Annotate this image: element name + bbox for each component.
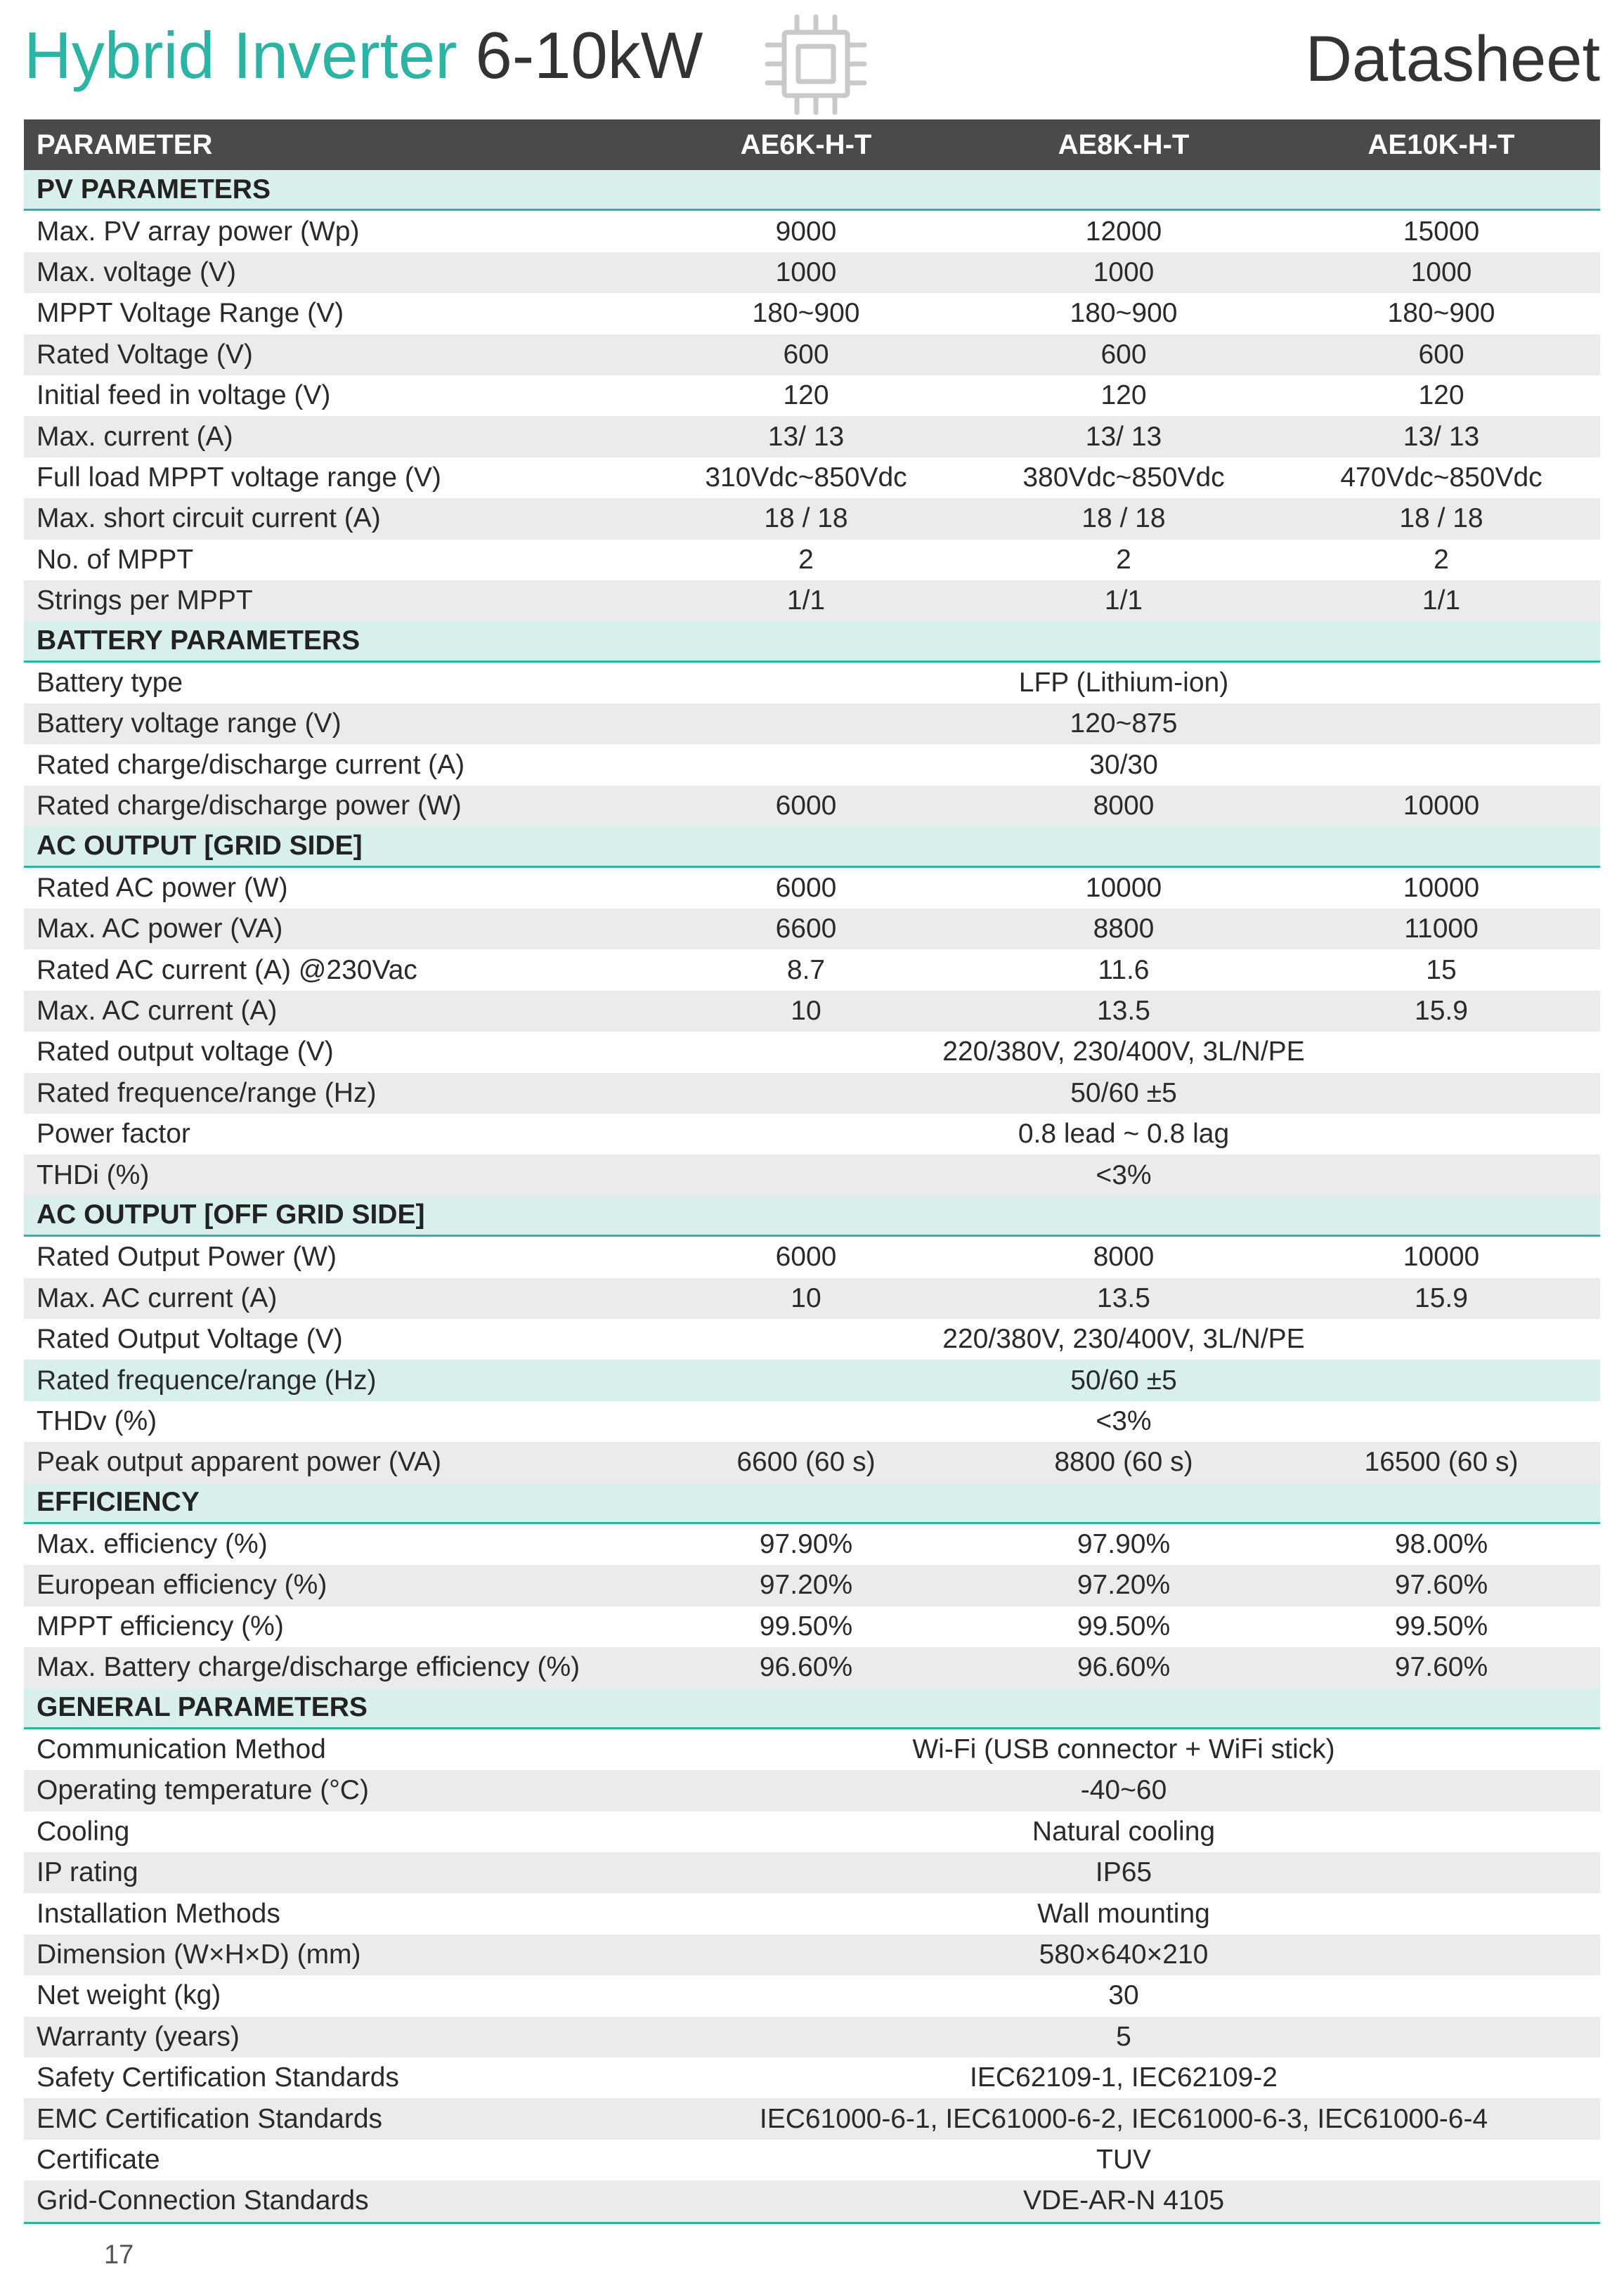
row-label: Battery voltage range (V) <box>37 708 342 739</box>
row-value-all-models: 580×640×210 <box>1039 1939 1209 1970</box>
row-label: Battery type <box>37 667 183 698</box>
row-value-ae8k: 13/ 13 <box>1085 421 1162 452</box>
row-value-ae10k: 15000 <box>1403 216 1480 247</box>
row-label: Max. AC power (VA) <box>37 913 283 944</box>
title-range: 6-10kW <box>475 18 703 92</box>
row-label: Rated Voltage (V) <box>37 339 253 370</box>
table-row <box>24 334 1600 375</box>
table-row <box>24 949 1600 990</box>
row-value-all-models: IP65 <box>1095 1857 1152 1888</box>
row-value-all-models: -40~60 <box>1080 1775 1167 1806</box>
row-value-ae8k: 99.50% <box>1077 1611 1171 1641</box>
column-header-parameter: PARAMETER <box>37 129 213 160</box>
table-row <box>24 1565 1600 1606</box>
row-value-ae8k: 180~900 <box>1070 298 1178 329</box>
row-value-ae8k: 13.5 <box>1097 1282 1150 1313</box>
column-header-ae8k: AE8K-H-T <box>1058 129 1190 160</box>
row-value-ae10k: 470Vdc~850Vdc <box>1340 462 1542 493</box>
table-row <box>24 1278 1600 1319</box>
row-value-ae6k: 97.20% <box>759 1570 853 1601</box>
row-label: Rated AC power (W) <box>37 872 288 903</box>
row-value-all-models: Wi-Fi (USB connector + WiFi stick) <box>912 1734 1335 1765</box>
table-row <box>24 1155 1600 1195</box>
row-value-all-models: 120~875 <box>1070 708 1178 739</box>
row-label: Max. voltage (V) <box>37 256 236 287</box>
row-value-all-models: 50/60 ±5 <box>1070 1077 1177 1108</box>
table-row <box>24 744 1600 785</box>
row-label: Rated frequence/range (Hz) <box>37 1077 377 1108</box>
table-row <box>24 1073 1600 1114</box>
row-label: MPPT efficiency (%) <box>37 1611 284 1641</box>
row-label: EMC Certification Standards <box>37 2103 383 2134</box>
row-value-all-models: Natural cooling <box>1032 1816 1216 1847</box>
row-value-ae6k: 180~900 <box>752 298 860 329</box>
row-value-all-models: 30 <box>1108 1980 1139 2011</box>
row-label: Power factor <box>37 1119 190 1150</box>
row-value-all-models: IEC61000-6-1, IEC61000-6-2, IEC61000-6-3, IEC61000-6-4 <box>759 2103 1488 2134</box>
row-label: Rated AC current (A) @230Vac <box>37 954 417 985</box>
datasheet-label: Datasheet <box>1305 23 1600 95</box>
row-label: Max. current (A) <box>37 421 233 452</box>
row-label: Warranty (years) <box>37 2021 240 2052</box>
table-row <box>24 1360 1600 1400</box>
table-row <box>24 540 1600 580</box>
row-value-ae6k: 13/ 13 <box>767 421 845 452</box>
table-row <box>24 2098 1600 2139</box>
row-value-ae8k: 97.90% <box>1077 1529 1171 1560</box>
row-label: Rated charge/discharge power (W) <box>37 791 462 821</box>
row-label: Max. AC current (A) <box>37 1282 278 1313</box>
chip-icon <box>758 14 874 115</box>
row-value-all-models: <3% <box>1096 1405 1152 1436</box>
row-label: Peak output apparent power (VA) <box>37 1447 441 1478</box>
row-value-ae6k: 96.60% <box>759 1652 853 1683</box>
row-value-ae10k: 16500 (60 s) <box>1364 1447 1519 1478</box>
row-label: THDi (%) <box>37 1159 150 1190</box>
row-label: Grid-Connection Standards <box>37 2185 369 2216</box>
table-row <box>24 1812 1600 1852</box>
row-value-ae8k: 8000 <box>1093 791 1155 821</box>
table-row <box>24 1401 1600 1442</box>
table-row <box>24 580 1600 621</box>
row-label: Max. efficiency (%) <box>37 1529 268 1560</box>
table-row <box>24 2140 1600 2180</box>
table-row <box>24 909 1600 949</box>
row-value-ae8k: 13.5 <box>1097 996 1150 1026</box>
row-label: Operating temperature (°C) <box>37 1775 369 1806</box>
row-value-ae8k: 1/1 <box>1104 585 1143 616</box>
row-value-ae10k: 10000 <box>1403 1242 1480 1273</box>
table-row <box>24 1237 1600 1277</box>
row-value-ae8k: 8800 (60 s) <box>1054 1447 1193 1478</box>
table-row <box>24 991 1600 1032</box>
row-label: Net weight (kg) <box>37 1980 221 2011</box>
row-label: Max. AC current (A) <box>37 996 278 1026</box>
row-value-ae8k: 12000 <box>1085 216 1162 247</box>
table-row <box>24 786 1600 826</box>
table-row <box>24 1770 1600 1811</box>
row-value-ae10k: 15.9 <box>1415 996 1468 1026</box>
row-label: Dimension (W×H×D) (mm) <box>37 1939 361 1970</box>
row-value-ae6k: 6000 <box>775 791 837 821</box>
row-value-ae10k: 180~900 <box>1387 298 1495 329</box>
row-value-ae10k: 1/1 <box>1422 585 1461 616</box>
row-label: Cooling <box>37 1816 130 1847</box>
title-product: Hybrid Inverter <box>24 18 457 92</box>
row-label: Max. Battery charge/discharge efficiency (%) <box>37 1652 580 1683</box>
row-value-ae6k: 6600 <box>775 913 837 944</box>
table-row <box>24 1442 1600 1483</box>
row-value-ae6k: 97.90% <box>759 1529 853 1560</box>
row-value-ae10k: 98.00% <box>1394 1529 1488 1560</box>
table-row <box>24 375 1600 416</box>
table-row <box>24 1032 1600 1072</box>
row-value-ae6k: 10 <box>791 996 821 1026</box>
table-row <box>24 293 1600 334</box>
row-value-all-models: 30/30 <box>1089 749 1158 780</box>
row-value-all-models: 0.8 lead ~ 0.8 lag <box>1018 1119 1230 1150</box>
table-row <box>24 1729 1600 1770</box>
row-value-all-models: <3% <box>1096 1159 1152 1190</box>
row-value-all-models: IEC62109-1, IEC62109-2 <box>970 2062 1278 2093</box>
row-label: Safety Certification Standards <box>37 2062 399 2093</box>
row-label: Initial feed in voltage (V) <box>37 380 331 411</box>
row-value-ae10k: 10000 <box>1403 791 1480 821</box>
section-header: AC OUTPUT [OFF GRID SIDE] <box>24 1196 1600 1237</box>
row-value-ae8k: 600 <box>1100 339 1147 370</box>
row-value-ae6k: 6000 <box>775 1242 837 1273</box>
row-value-ae10k: 97.60% <box>1394 1652 1488 1683</box>
row-value-all-models: TUV <box>1096 2144 1151 2175</box>
row-value-all-models: LFP (Lithium-ion) <box>1018 667 1229 698</box>
row-value-ae6k: 310Vdc~850Vdc <box>705 462 907 493</box>
table-row <box>24 1114 1600 1155</box>
row-value-ae6k: 1/1 <box>786 585 826 616</box>
row-value-ae10k: 99.50% <box>1394 1611 1488 1641</box>
row-label: No. of MPPT <box>37 544 194 575</box>
table-row <box>24 498 1600 539</box>
page-number: 17 <box>104 2240 134 2270</box>
row-label: Rated output voltage (V) <box>37 1036 334 1067</box>
row-label: Communication Method <box>37 1734 326 1765</box>
page-header <box>24 14 1600 112</box>
table-row <box>24 2057 1600 2098</box>
table-row <box>24 1975 1600 2016</box>
row-value-all-models: VDE-AR-N 4105 <box>1022 2185 1225 2216</box>
row-label: Rated Output Power (W) <box>37 1242 337 1273</box>
row-value-all-models: 5 <box>1116 2021 1131 2052</box>
row-value-ae6k: 9000 <box>775 216 837 247</box>
row-label: Rated Output Voltage (V) <box>37 1324 343 1355</box>
row-value-ae6k: 99.50% <box>759 1611 853 1641</box>
section-header: EFFICIENCY <box>24 1483 1600 1524</box>
row-value-ae6k: 600 <box>783 339 829 370</box>
row-value-ae8k: 380Vdc~850Vdc <box>1022 462 1225 493</box>
row-value-ae6k: 18 / 18 <box>764 503 848 534</box>
section-header: BATTERY PARAMETERS <box>24 621 1600 662</box>
row-label: MPPT Voltage Range (V) <box>37 298 344 329</box>
row-label: Rated frequence/range (Hz) <box>37 1365 377 1396</box>
table-row <box>24 457 1600 498</box>
table-row <box>24 1319 1600 1360</box>
row-label: Certificate <box>37 2144 160 2175</box>
table-row <box>24 663 1600 703</box>
row-label: Full load MPPT voltage range (V) <box>37 462 441 493</box>
table-row <box>24 416 1600 457</box>
row-value-ae8k: 18 / 18 <box>1081 503 1166 534</box>
row-value-ae8k: 8000 <box>1093 1242 1155 1273</box>
row-label: THDv (%) <box>37 1405 157 1436</box>
row-value-ae6k: 2 <box>798 544 814 575</box>
row-value-ae6k: 8.7 <box>786 954 826 985</box>
row-value-ae8k: 8800 <box>1093 913 1155 944</box>
column-header-ae10k: AE10K-H-T <box>1368 129 1515 160</box>
row-value-all-models: 220/380V, 230/400V, 3L/N/PE <box>942 1036 1305 1067</box>
row-value-ae6k: 6000 <box>775 872 837 903</box>
row-value-ae10k: 13/ 13 <box>1403 421 1480 452</box>
row-value-all-models: 50/60 ±5 <box>1070 1365 1177 1396</box>
row-value-ae10k: 120 <box>1418 380 1464 411</box>
page-title <box>24 18 703 92</box>
row-value-ae8k: 96.60% <box>1077 1652 1171 1683</box>
table-row <box>24 1893 1600 1934</box>
row-value-ae8k: 1000 <box>1093 256 1155 287</box>
row-value-all-models: Wall mounting <box>1037 1898 1210 1929</box>
row-label: Max. PV array power (Wp) <box>37 216 360 247</box>
table-row <box>24 2017 1600 2057</box>
table-row <box>24 1647 1600 1688</box>
row-value-ae10k: 1000 <box>1410 256 1472 287</box>
row-value-ae8k: 2 <box>1116 544 1131 575</box>
table-row <box>24 1606 1600 1647</box>
section-header: AC OUTPUT [GRID SIDE] <box>24 826 1600 867</box>
table-row <box>24 1934 1600 1975</box>
table-row <box>24 1852 1600 1893</box>
row-value-ae8k: 120 <box>1100 380 1147 411</box>
section-header: PV PARAMETERS <box>24 170 1600 211</box>
row-label: Installation Methods <box>37 1898 280 1929</box>
table-header <box>24 119 1600 170</box>
table-row <box>24 252 1600 293</box>
row-label: European efficiency (%) <box>37 1570 327 1601</box>
row-value-ae10k: 10000 <box>1403 872 1480 903</box>
row-value-ae8k: 10000 <box>1085 872 1162 903</box>
table-row <box>24 868 1600 909</box>
row-value-ae10k: 600 <box>1418 339 1464 370</box>
row-value-ae10k: 15.9 <box>1415 1282 1468 1313</box>
row-value-ae8k: 97.20% <box>1077 1570 1171 1601</box>
table-row <box>24 703 1600 744</box>
section-header: GENERAL PARAMETERS <box>24 1688 1600 1729</box>
row-value-ae8k: 11.6 <box>1098 954 1150 985</box>
row-value-ae6k: 1000 <box>775 256 837 287</box>
row-label: Max. short circuit current (A) <box>37 503 381 534</box>
row-value-ae10k: 2 <box>1434 544 1449 575</box>
table-row <box>24 211 1600 252</box>
column-header-ae6k: AE6K-H-T <box>740 129 872 160</box>
row-label: IP rating <box>37 1857 138 1888</box>
row-label: Strings per MPPT <box>37 585 253 616</box>
row-value-ae10k: 11000 <box>1404 913 1479 944</box>
row-value-ae6k: 120 <box>783 380 829 411</box>
table-row <box>24 1524 1600 1565</box>
row-value-ae10k: 15 <box>1426 954 1457 985</box>
row-value-ae10k: 97.60% <box>1394 1570 1488 1601</box>
table-row <box>24 2180 1600 2223</box>
table-body <box>24 170 1600 2224</box>
row-value-ae6k: 6600 (60 s) <box>736 1447 876 1478</box>
row-value-ae10k: 18 / 18 <box>1399 503 1483 534</box>
row-label: Rated charge/discharge current (A) <box>37 749 465 780</box>
row-value-all-models: 220/380V, 230/400V, 3L/N/PE <box>942 1324 1305 1355</box>
spec-table <box>24 119 1600 2224</box>
row-value-ae6k: 10 <box>791 1282 821 1313</box>
